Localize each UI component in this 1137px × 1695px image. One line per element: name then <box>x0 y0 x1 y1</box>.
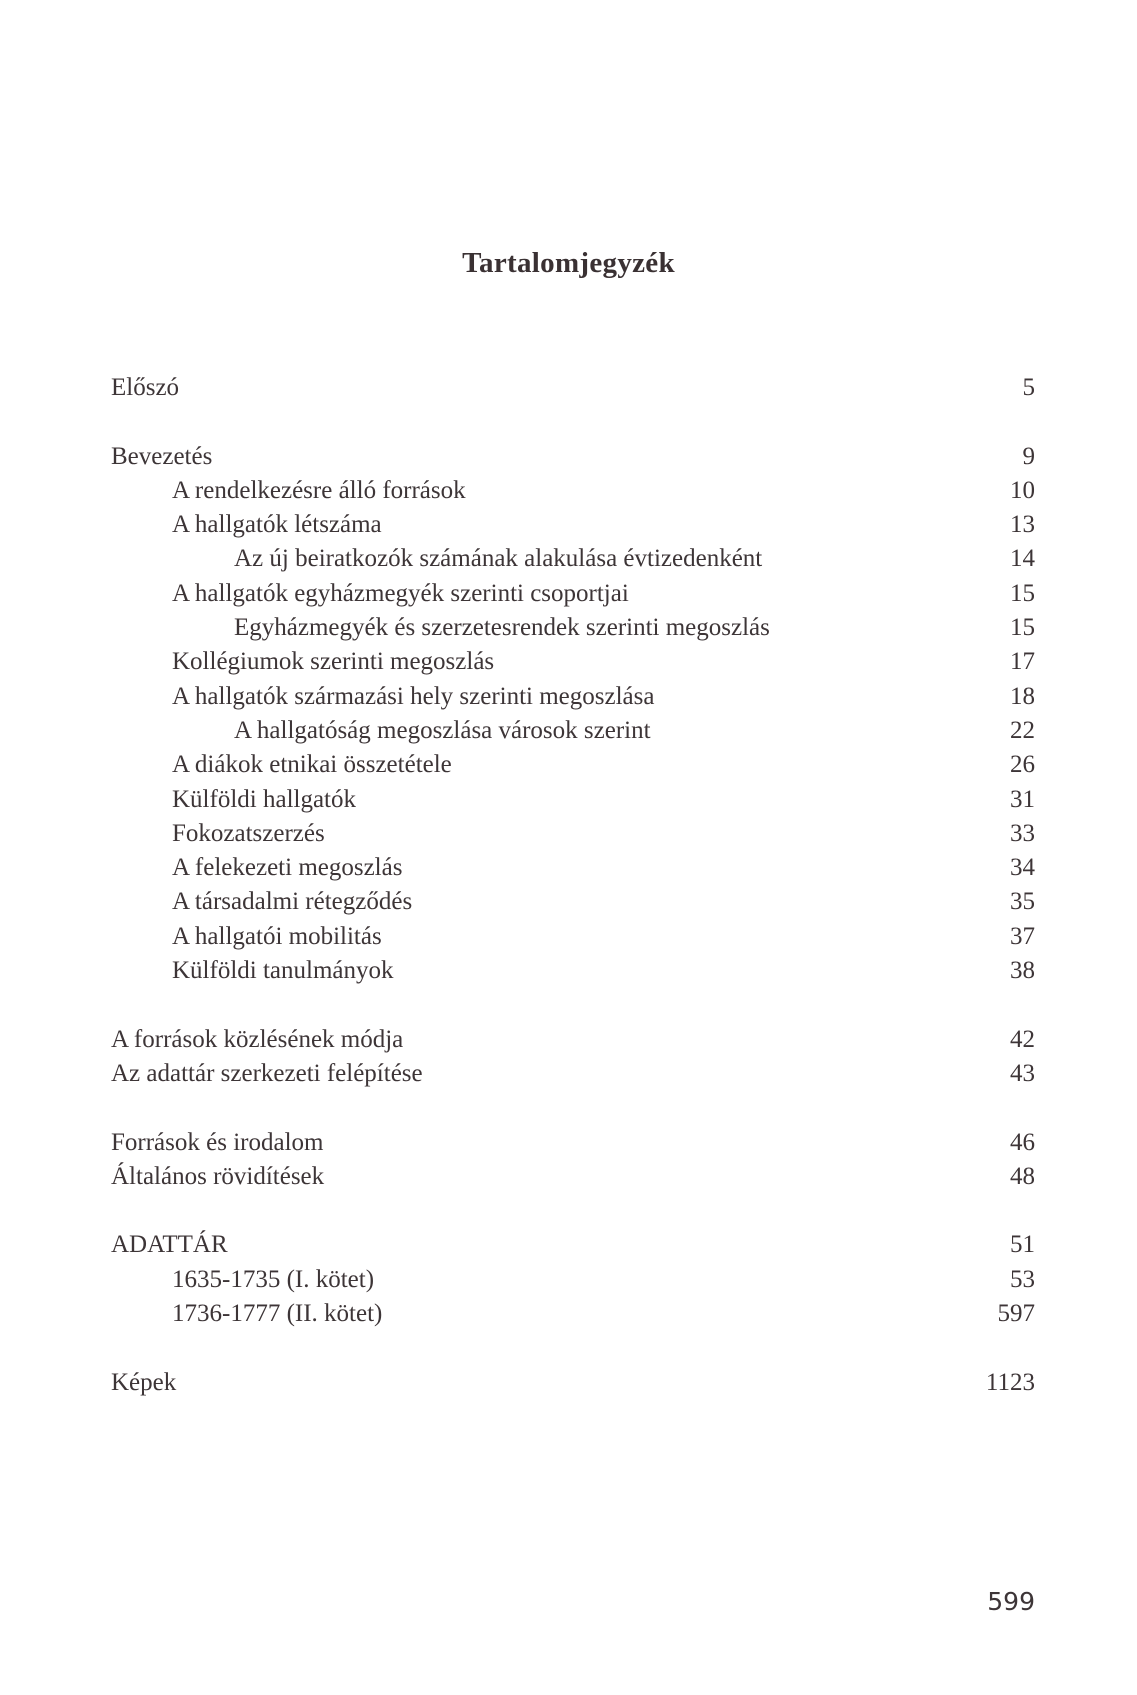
toc-entry[interactable] <box>0 920 1137 954</box>
toc-entry-title: Egyházmegyék és szerzetesrendek szerinti megoszlás <box>234 614 770 642</box>
toc-entry-page-number: 37 <box>1010 922 1035 950</box>
toc-entry-title: A felekezeti megoszlás <box>172 854 403 882</box>
toc-entry-title: A hallgatók származási hely szerinti megoszlása <box>172 682 655 710</box>
page-title: Tartalomjegyzék <box>462 247 675 280</box>
toc-entry[interactable] <box>0 748 1137 782</box>
toc-entry-title: 1635-1735 (I. kötet) <box>172 1265 375 1293</box>
toc-entry-page-number: 53 <box>1010 1265 1035 1293</box>
toc-entry-page-number: 43 <box>1010 1059 1035 1087</box>
toc-entry[interactable] <box>0 714 1137 748</box>
toc-entry-page-number: 10 <box>1010 476 1035 504</box>
toc-entry-title: Külföldi tanulmányok <box>172 957 394 985</box>
toc-entry-title: Külföldi hallgatók <box>172 785 356 813</box>
toc-entry-title: Bevezetés <box>111 442 213 470</box>
toc-entry[interactable] <box>0 1366 1137 1400</box>
toc-entry[interactable] <box>0 1160 1137 1194</box>
toc-entry-title: Az adattár szerkezeti felépítése <box>111 1059 423 1087</box>
toc-entry[interactable] <box>0 611 1137 645</box>
toc-section-gap <box>0 1194 1137 1228</box>
toc-section-gap <box>0 405 1137 439</box>
toc-entry-page-number: 48 <box>1010 1162 1035 1190</box>
toc-entry-title: A hallgatók egyházmegyék szerinti csoportjai <box>172 579 629 607</box>
toc-entry[interactable] <box>0 1263 1137 1297</box>
toc-section-gap <box>0 988 1137 1022</box>
toc-entry[interactable] <box>0 885 1137 919</box>
toc-entry-page-number: 15 <box>1010 579 1035 607</box>
toc-section-gap <box>0 1091 1137 1125</box>
toc-entry[interactable] <box>0 783 1137 817</box>
toc-entry[interactable] <box>0 817 1137 851</box>
toc-entry-title: Előszó <box>111 374 180 401</box>
toc-entry-title: Források és irodalom <box>111 1128 324 1156</box>
toc-entry-title: Kollégiumok szerinti megoszlás <box>172 648 495 676</box>
toc-entry[interactable] <box>0 1228 1137 1262</box>
toc-entry-title: Képek <box>111 1368 177 1396</box>
toc-entry-title: A források közlésének módja <box>111 1025 404 1053</box>
toc-entry[interactable] <box>0 954 1137 988</box>
toc-entry[interactable] <box>0 474 1137 508</box>
toc-entry-title: Általános rövidítések <box>111 1162 325 1190</box>
toc-entry-page-number: 22 <box>1010 716 1035 744</box>
toc-entry-page-number: 17 <box>1010 648 1035 676</box>
toc-entry[interactable] <box>0 645 1137 679</box>
toc-entry-page-number: 18 <box>1010 682 1035 710</box>
toc-entry-page-number: 13 <box>1010 511 1035 539</box>
toc-entry-title: ADATTÁR <box>111 1231 228 1259</box>
toc-entry[interactable] <box>0 371 1137 405</box>
toc-entry-page-number: 14 <box>1010 545 1035 573</box>
toc-entry-title: Fokozatszerzés <box>172 819 325 847</box>
toc-entry-page-number: 33 <box>1010 819 1035 847</box>
toc-entry[interactable] <box>0 440 1137 474</box>
toc-entry[interactable] <box>0 542 1137 576</box>
toc-entry-page-number: 31 <box>1010 785 1035 813</box>
toc-entry-page-number: 9 <box>1022 442 1035 470</box>
toc-entry[interactable] <box>0 1023 1137 1057</box>
toc-entry[interactable] <box>0 1297 1137 1331</box>
toc-entry-title: A hallgatóság megoszlása városok szerint <box>234 716 651 744</box>
toc-entry-page-number: 46 <box>1010 1128 1035 1156</box>
toc-entry-title: A diákok etnikai összetétele <box>172 751 452 779</box>
toc-entry[interactable] <box>0 508 1137 542</box>
toc-entry-page-number: 1123 <box>985 1368 1035 1396</box>
footer-page-number: 599 <box>987 1587 1035 1616</box>
toc-entry-page-number: 597 <box>997 1300 1035 1328</box>
toc-entry-title: 1736-1777 (II. kötet) <box>172 1300 383 1328</box>
toc-entry-page-number: 35 <box>1010 888 1035 916</box>
toc-entry[interactable] <box>0 1126 1137 1160</box>
toc-entry-page-number: 15 <box>1010 614 1035 642</box>
toc-entry-title: A rendelkezésre álló források <box>172 476 466 504</box>
toc-entry-page-number: 51 <box>1010 1231 1035 1259</box>
toc-entry-page-number: 42 <box>1010 1025 1035 1053</box>
toc-section-gap <box>0 1331 1137 1365</box>
toc-entry-page-number: 34 <box>1010 854 1035 882</box>
toc-entry-title: A hallgatók létszáma <box>172 511 382 539</box>
table-of-contents <box>0 371 1137 1400</box>
toc-entry[interactable] <box>0 680 1137 714</box>
toc-entry[interactable] <box>0 1057 1137 1091</box>
toc-entry-page-number: 38 <box>1010 957 1035 985</box>
toc-entry[interactable] <box>0 851 1137 885</box>
toc-entry-title: Az új beiratkozók számának alakulása évtizedenként <box>234 545 763 573</box>
toc-entry[interactable] <box>0 577 1137 611</box>
toc-entry-title: A hallgatói mobilitás <box>172 922 382 950</box>
toc-entry-page-number: 5 <box>1022 374 1035 401</box>
toc-entry-title: A társadalmi rétegződés <box>172 888 413 916</box>
toc-entry-page-number: 26 <box>1010 751 1035 779</box>
